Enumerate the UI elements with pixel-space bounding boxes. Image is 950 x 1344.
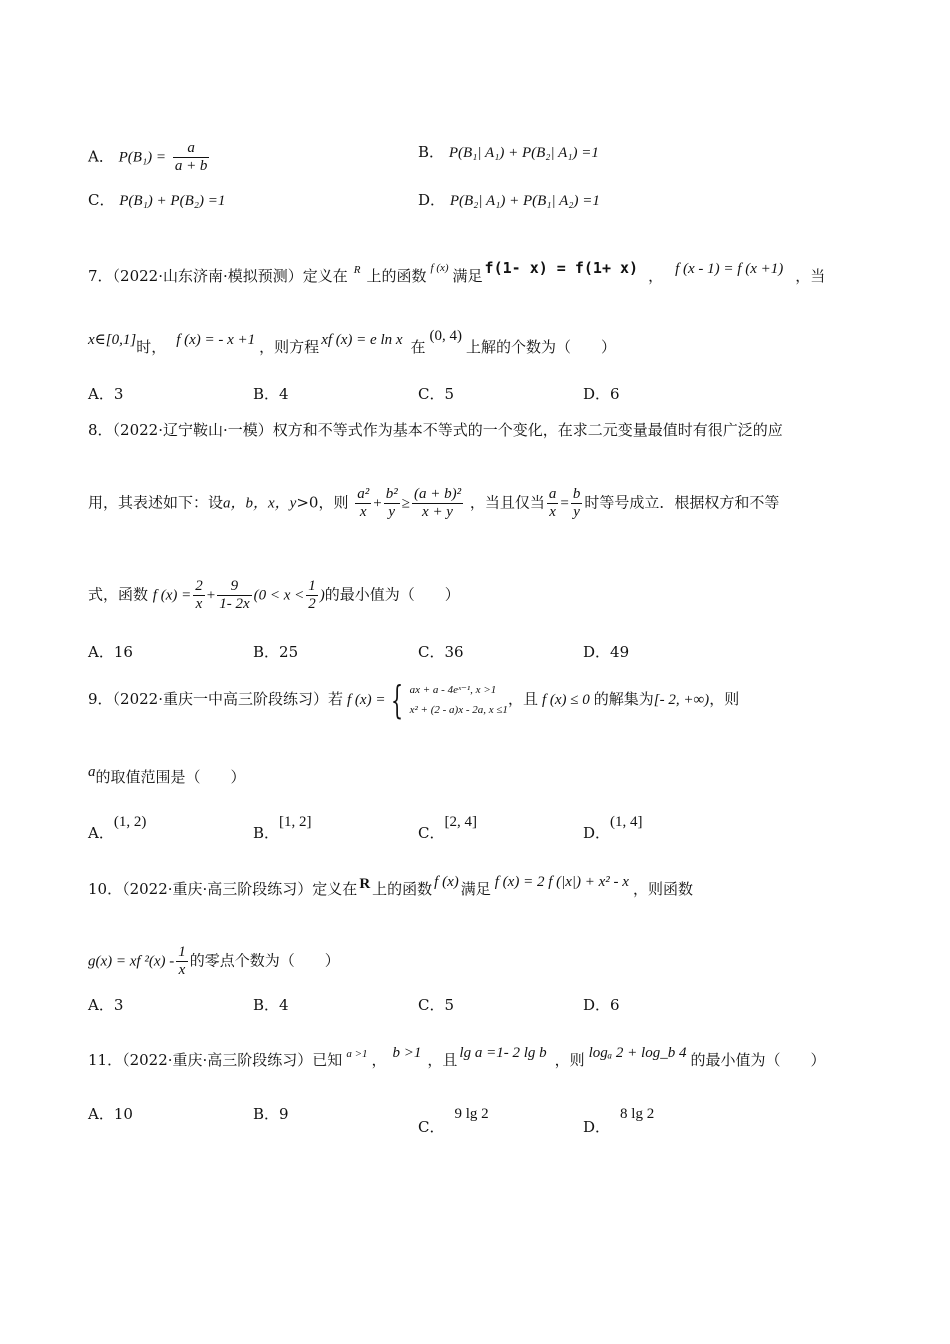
- question-text: 的零点个数为（ ）: [189, 951, 340, 970]
- q6-option-c[interactable]: [88, 190, 225, 211]
- fraction: [384, 486, 400, 521]
- question-text: ，且: [427, 1051, 458, 1069]
- option-value: 5: [444, 996, 455, 1014]
- q9-option-c[interactable]: [418, 812, 477, 843]
- q8-option-a[interactable]: [88, 642, 133, 662]
- q8-option-b[interactable]: [253, 642, 298, 662]
- math-symbol: R: [353, 264, 361, 276]
- denominator: y: [573, 504, 580, 520]
- option-math: P(B₁| A₁) + P(B₂| A₁) =1: [448, 145, 599, 161]
- question-text: ，则: [709, 690, 740, 708]
- question-source: （2022·重庆一中高三阶段练习）若: [112, 690, 343, 708]
- question-text: 的最小值为（ ）: [324, 585, 460, 604]
- q6-option-a[interactable]: [88, 140, 211, 175]
- question-text: （2022·辽宁鞍山·一模）权方和不等式作为基本不等式的一个变化，在求二元变量最值时有很广泛的应: [112, 421, 783, 439]
- math-condition: f (x) ≤ 0: [541, 692, 590, 708]
- fraction: [173, 140, 210, 175]
- math-set: [- 2, +∞): [653, 692, 710, 708]
- option-value: [2, 4]: [444, 814, 477, 830]
- option-value: 3: [113, 385, 124, 403]
- denominator: y: [388, 504, 396, 520]
- q9-line-1: [88, 680, 739, 720]
- q10-line-1: [88, 872, 693, 899]
- brace-symbol: {: [391, 678, 404, 722]
- math-expr: f (x): [430, 262, 449, 274]
- option-label: C．: [88, 191, 115, 209]
- q9-option-a[interactable]: [88, 812, 146, 843]
- fraction: [355, 486, 371, 521]
- denominator: 2: [308, 596, 316, 612]
- option-label: D．: [418, 191, 446, 209]
- question-text: 的取值范围是（ ）: [95, 768, 246, 786]
- option-label: B．: [253, 385, 280, 403]
- option-value: 8 lg 2: [620, 1106, 655, 1122]
- math-vars: a，b，x，y: [223, 495, 297, 512]
- case: ax + a - 4eˣ⁻¹, x >1: [409, 684, 497, 696]
- option-label: C．: [418, 996, 445, 1014]
- numerator: 1: [308, 578, 316, 594]
- option-math: P(B₁) =: [118, 149, 167, 166]
- math-domain: ): [319, 587, 325, 604]
- question-source: （2022·重庆·高三阶段练习）已知: [122, 1051, 343, 1069]
- option-label: C．: [418, 1118, 445, 1136]
- question-number: 10．: [88, 880, 123, 898]
- option-label: A．: [88, 996, 114, 1014]
- option-label: A．: [88, 643, 114, 661]
- denominator: x: [359, 504, 367, 520]
- math-condition: lg a =1- 2 lg b: [459, 1045, 547, 1061]
- q6-option-d[interactable]: [418, 190, 600, 211]
- question-number: 7．: [88, 267, 113, 285]
- option-label: A．: [88, 385, 114, 403]
- math-func: f (x): [434, 874, 459, 890]
- q11-line-1: [88, 1043, 826, 1070]
- q11-option-c[interactable]: [418, 1104, 489, 1137]
- question-text: 满足: [460, 880, 491, 898]
- math-condition: a >1: [346, 1048, 368, 1060]
- option-label: B．: [253, 1105, 280, 1123]
- option-label: D．: [583, 385, 611, 403]
- question-text: ，则: [554, 1051, 585, 1069]
- option-value: 10: [113, 1105, 133, 1123]
- option-value: (1, 4]: [610, 814, 643, 830]
- denominator: 1- 2x: [219, 596, 250, 612]
- q7-option-b[interactable]: [253, 384, 289, 404]
- math-expr: logₐ 2 + log_b 4: [588, 1045, 687, 1061]
- math-func: g(x) = xf ²(x) -: [88, 953, 175, 970]
- q10-option-b[interactable]: [253, 995, 289, 1015]
- question-text: 满足: [452, 267, 483, 285]
- fraction: [306, 578, 318, 613]
- math-interval: (0, 4): [429, 328, 463, 344]
- fraction: [412, 486, 463, 521]
- math-equation: xf (x) = e ln x: [321, 332, 403, 348]
- fraction: [193, 578, 205, 613]
- option-value: 25: [279, 643, 299, 661]
- q10-option-c[interactable]: [418, 995, 454, 1015]
- numerator: b²: [385, 486, 398, 502]
- question-text: >0，则: [296, 493, 349, 512]
- math-condition: f(1- x) = f(1+ x): [484, 259, 639, 277]
- option-label: D．: [583, 1118, 611, 1136]
- option-value: 3: [113, 996, 124, 1014]
- option-label: D．: [583, 824, 611, 842]
- question-text: ，且: [507, 690, 538, 708]
- q11-option-b[interactable]: [253, 1104, 289, 1124]
- option-label: D．: [583, 643, 611, 661]
- question-text: 的解集为: [593, 690, 654, 708]
- math-symbol: R: [359, 876, 371, 892]
- case: x² + (2 - a)x - 2a, x ≤1: [409, 704, 508, 716]
- fraction: [571, 486, 583, 521]
- numerator: 2: [195, 578, 203, 594]
- denominator: x: [178, 962, 186, 978]
- math-condition: f (x - 1) = f (x +1): [675, 261, 784, 277]
- math-domain: x∈[0,1]: [88, 332, 137, 348]
- q10-option-a[interactable]: [88, 995, 123, 1015]
- option-label: D．: [583, 996, 611, 1014]
- q8-line-2: 用，其表述如下：设a，b，x，y>0，则 $\frac{\text{a²}}{x}$ + $\frac{\text{b²}}{y}$ ≥ $\frac{\text{(a + b)²}}{x + y}$ ，当且仅当 $\frac{a}{x}$ = $\frac{b}{y}$ 时等号成立．根据权方和不等: [88, 486, 780, 520]
- option-value: 16: [113, 643, 133, 661]
- numerator: b: [572, 486, 581, 502]
- question-text: 的最小值为（ ）: [690, 1051, 826, 1069]
- option-math: P(B₁) + P(B₂) =1: [119, 193, 226, 209]
- question-text: 式，函数: [88, 585, 149, 604]
- question-text: ，则函数: [632, 880, 693, 898]
- denominator: x: [195, 596, 203, 612]
- option-label: B．: [253, 824, 280, 842]
- option-label: C．: [418, 643, 445, 661]
- numerator: 9: [217, 578, 251, 596]
- numerator: a: [173, 140, 210, 158]
- question-text: ，当且仅当: [469, 493, 545, 512]
- option-value: (1, 2): [113, 814, 147, 830]
- question-text: 时等号成立．根据权方和不等: [584, 493, 780, 512]
- q8-option-d[interactable]: [583, 642, 629, 662]
- option-value: 9: [279, 1105, 289, 1123]
- option-value: 6: [610, 996, 620, 1014]
- question-text: 上解的个数为（ ）: [466, 338, 617, 356]
- q9-option-b[interactable]: [253, 812, 312, 843]
- numerator: (a + b)²: [413, 486, 462, 502]
- q11-option-a[interactable]: [88, 1104, 133, 1124]
- q7-option-d[interactable]: [583, 384, 620, 404]
- piecewise-cases: [410, 680, 508, 720]
- option-math: P(B₂| A₁) + P(B₁| A₂) =1: [449, 193, 600, 209]
- q10-line-2: [88, 944, 340, 979]
- option-value: 6: [610, 385, 620, 403]
- denominator: a + b: [174, 158, 208, 174]
- math-var: a: [88, 764, 96, 780]
- math-definition: f (x) = - x +1: [176, 332, 256, 348]
- option-label: C．: [418, 385, 445, 403]
- q10-option-d[interactable]: [583, 995, 620, 1015]
- math-func: f (x) =: [347, 692, 386, 708]
- question-text: 上的函数: [372, 880, 433, 898]
- question-text: 在: [410, 338, 426, 356]
- question-text: 上的函数: [366, 267, 427, 285]
- q7-option-c[interactable]: [418, 384, 454, 404]
- option-value: [1, 2]: [279, 814, 312, 830]
- option-value: 36: [444, 643, 464, 661]
- question-number: 8．: [88, 421, 113, 439]
- q8-line-1: [88, 420, 783, 440]
- denominator: x + y: [422, 504, 453, 520]
- option-label: B．: [418, 143, 445, 161]
- option-value: 9 lg 2: [454, 1106, 489, 1122]
- denominator: x: [549, 504, 556, 520]
- question-number: 9．: [88, 690, 113, 708]
- option-value: 4: [279, 996, 289, 1014]
- option-value: 5: [444, 385, 455, 403]
- question-source: （2022·山东济南·模拟预测）定义在: [112, 267, 348, 285]
- q8-line-3: 式，函数 f (x) = $\frac{2}{x}$ + $\frac{9}{1- 2x}$ (0 < x < $\frac{1}{2}$ )的最小值为（ ）: [88, 578, 460, 612]
- numerator: a²: [357, 486, 370, 502]
- q8-option-c[interactable]: [418, 642, 464, 662]
- option-label: C．: [418, 824, 445, 842]
- punctuation: ，: [648, 267, 664, 285]
- option-label: B．: [253, 996, 280, 1014]
- fraction: [547, 486, 559, 521]
- option-label: B．: [253, 643, 280, 661]
- q6-option-b[interactable]: [418, 142, 599, 163]
- numerator: a: [548, 486, 557, 502]
- option-label: A．: [88, 147, 114, 166]
- math-condition: f (x) = 2 f (|x|) + x² - x: [494, 874, 629, 890]
- fraction: [217, 578, 251, 613]
- question-source: （2022·重庆·高三阶段练习）定义在: [122, 880, 358, 898]
- option-label: A．: [88, 824, 114, 842]
- question-text: 时，: [136, 338, 167, 356]
- question-text: 用，其表述如下：设: [88, 493, 224, 512]
- q9-line-2: [88, 762, 246, 787]
- option-label: A．: [88, 1105, 114, 1123]
- question-text: ，当: [795, 267, 826, 285]
- math-func: f (x) =: [152, 587, 192, 604]
- q7-option-a[interactable]: [88, 384, 123, 404]
- numerator: 1: [178, 944, 186, 960]
- punctuation: ，: [371, 1051, 387, 1069]
- math-domain: (0 < x <: [253, 587, 305, 604]
- q9-option-d[interactable]: [583, 812, 643, 843]
- q7-line-1: [88, 258, 825, 286]
- q11-option-d[interactable]: [583, 1104, 654, 1137]
- fraction: [176, 944, 188, 979]
- question-number: 11．: [88, 1051, 123, 1069]
- question-text: ，则方程: [259, 338, 320, 356]
- option-value: 49: [610, 643, 630, 661]
- math-condition: b >1: [392, 1045, 422, 1061]
- option-value: 4: [279, 385, 289, 403]
- q7-line-2: [88, 326, 616, 357]
